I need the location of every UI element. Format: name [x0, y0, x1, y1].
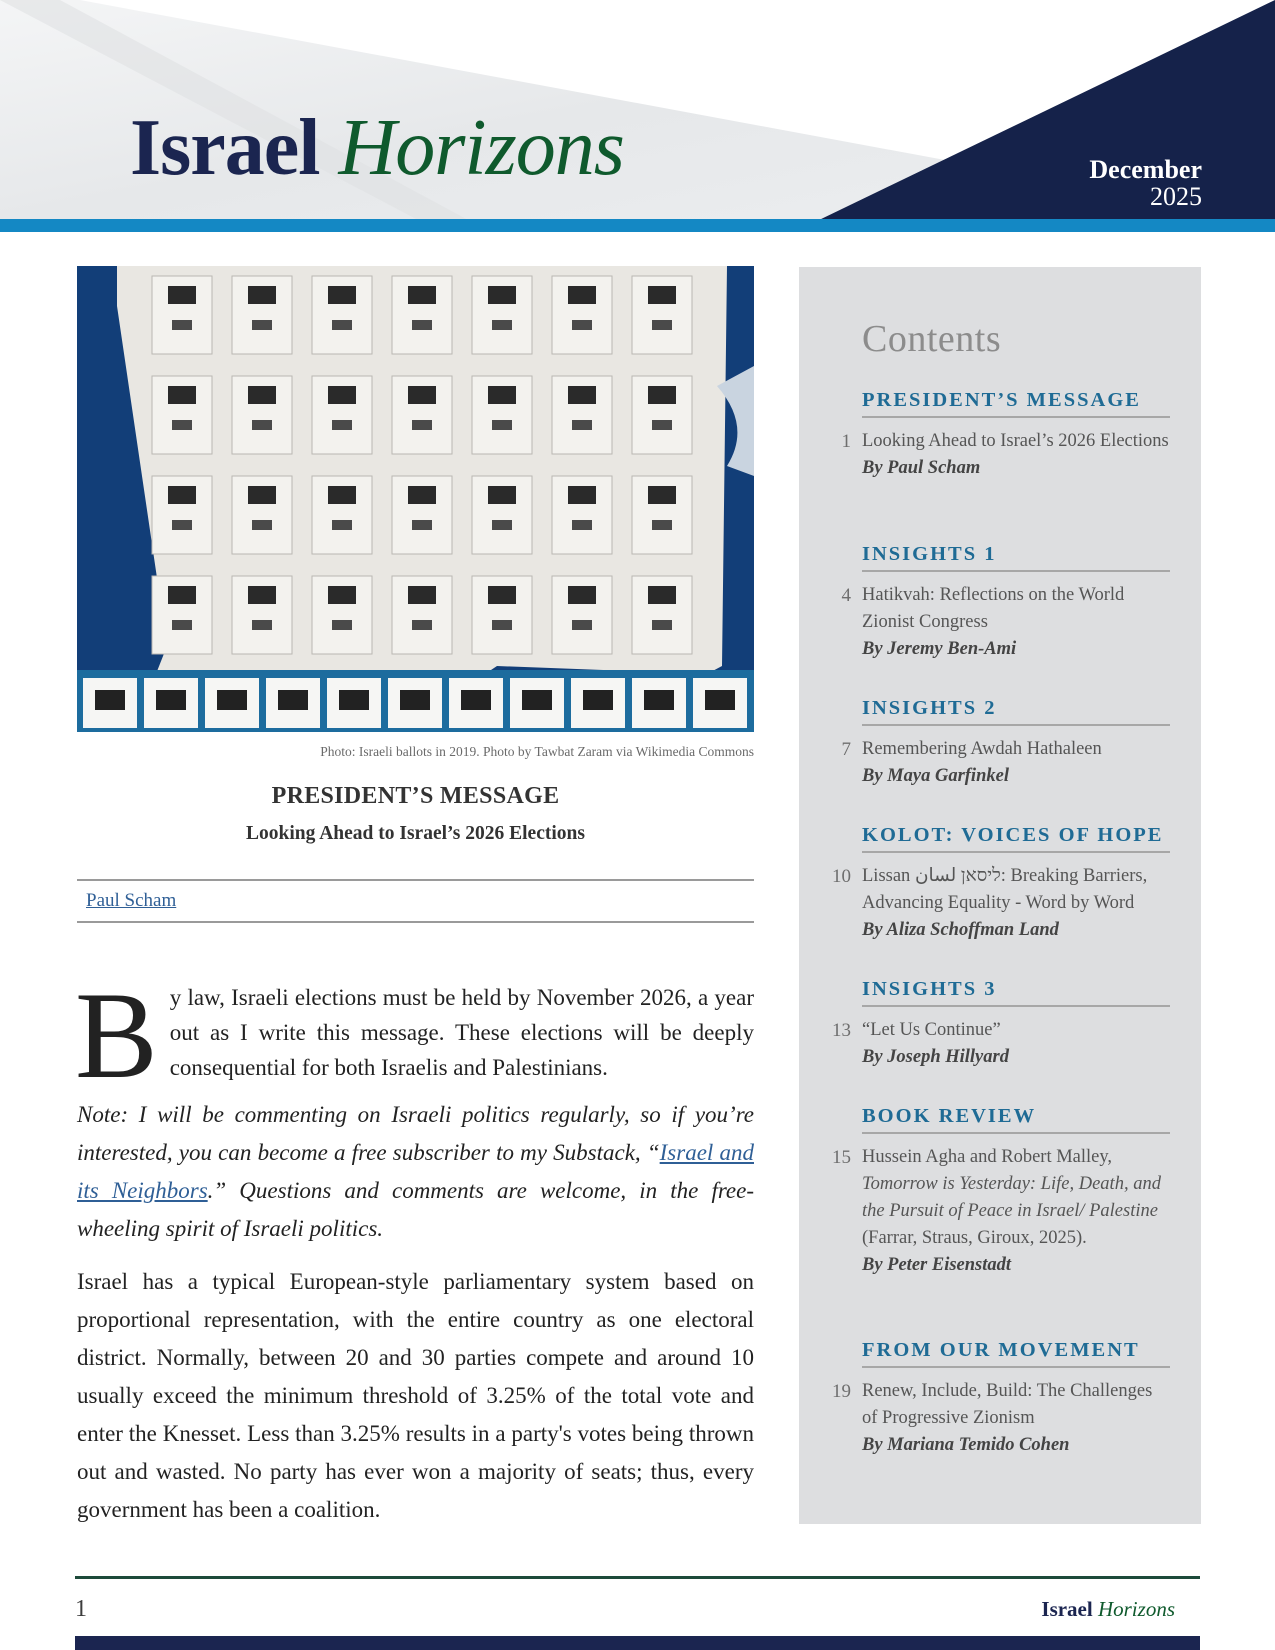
ballot-arabic-letters	[492, 520, 512, 530]
ballot-tray	[83, 678, 747, 728]
footer-brand	[1041, 1597, 1175, 1622]
drop-cap: B	[75, 967, 158, 1104]
ballot-letters	[408, 286, 436, 304]
ballot-arabic-letters	[252, 320, 272, 330]
note-text-before: Note: I will be commenting on Israeli politics regularly, so if you’re interested, you can become a free subscriber to my Substack, “	[77, 1102, 754, 1165]
ballot-arabic-letters	[572, 420, 592, 430]
toc-page-number: 7	[841, 739, 851, 760]
footer-brand-israel: Israel	[1041, 1597, 1093, 1621]
toc-section-label: BOOK REVIEW	[862, 1105, 1170, 1134]
toc-page-number: 10	[832, 866, 851, 887]
ballot-arabic-letters	[412, 320, 432, 330]
ballot-slip-letters	[461, 690, 491, 710]
toc-section-insights-1	[841, 543, 1170, 663]
toc-entry-byline: By Peter Eisenstadt	[862, 1255, 1012, 1275]
toc-entry[interactable]	[841, 428, 1170, 482]
toc-section-label: KOLOT: VOICES OF HOPE	[862, 824, 1170, 853]
ballot-letters	[248, 486, 276, 504]
ballot-arabic-letters	[172, 620, 192, 630]
ballot-arabic-letters	[652, 620, 672, 630]
ballot-arabic-letters	[332, 420, 352, 430]
article-title: Looking Ahead to Israel’s 2026 Elections	[246, 823, 585, 844]
book-title: Tomorrow is Yesterday: Life, Death, and the Pursuit of Peace in Israel/ Palestine	[862, 1174, 1161, 1221]
ballot-arabic-letters	[572, 520, 592, 530]
toc-entry[interactable]	[841, 736, 1170, 790]
contents-sidebar	[799, 267, 1201, 1524]
toc-entry-byline: By Maya Garfinkel	[862, 766, 1009, 786]
toc-entry[interactable]	[832, 863, 1170, 944]
toc-page-number: 13	[832, 1020, 851, 1041]
footer-divider	[75, 1576, 1200, 1579]
toc-entry-title: Renew, Include, Build: The Challenges of Progressive Zionism	[862, 1381, 1153, 1428]
ballot-arabic-letters	[572, 620, 592, 630]
toc-section-label: INSIGHTS 1	[862, 543, 1170, 572]
ballot-letters	[568, 486, 596, 504]
toc-page-number: 4	[841, 585, 851, 606]
toc-entry-title: Hatikvah: Reflections on the World Zionist Congress	[862, 585, 1125, 632]
title-israel: Israel	[130, 104, 320, 192]
author-box	[77, 879, 754, 923]
toc-entry-title	[862, 1144, 1170, 1252]
ballot-letters	[248, 386, 276, 404]
contents-heading: Contents	[862, 318, 1002, 360]
ballot-arabic-letters	[252, 520, 272, 530]
ballot-letters	[328, 286, 356, 304]
toc-section-insights-2	[841, 697, 1170, 790]
toc-entry[interactable]	[841, 582, 1170, 663]
ballot-letters	[568, 386, 596, 404]
toc-section-label: INSIGHTS 2	[862, 697, 1170, 726]
ballot-letters	[328, 486, 356, 504]
toc-entry-title: Looking Ahead to Israel’s 2026 Elections	[862, 431, 1169, 451]
article-note-paragraph	[77, 1096, 754, 1248]
toc-entry[interactable]	[832, 1017, 1170, 1071]
ballot-slip-letters	[339, 690, 369, 710]
ballot-letters	[248, 286, 276, 304]
author-link[interactable]: Paul Scham	[86, 890, 177, 911]
article-paragraph-3: Israel has a typical European-style parliamentary system based on proportional representation, with the entire country as one electoral district. Normally, between 20 and 30 parties compete and around 10 usually exceed the minimum threshold of 3.25% of the total vote and enter the Knesset. Less than 3.25% results in a party's votes being thrown out and wasted. No party has ever won a majority of seats; thus, every government has been a coalition.	[77, 1269, 754, 1522]
ballot-arabic-letters	[492, 320, 512, 330]
ballot-arabic-letters	[652, 420, 672, 430]
toc-entry[interactable]	[832, 1144, 1170, 1279]
ballot-letters	[488, 586, 516, 604]
publication-title	[130, 104, 624, 192]
toc-entry-byline: By Mariana Temido Cohen	[862, 1435, 1070, 1455]
ballot-arabic-letters	[252, 420, 272, 430]
ballot-arabic-letters	[412, 520, 432, 530]
ballot-arabic-letters	[172, 420, 192, 430]
toc-entry-title: “Let Us Continue”	[862, 1020, 1001, 1040]
toc-section-from-our-movement	[832, 1339, 1170, 1459]
toc-section-book-review	[832, 1105, 1170, 1279]
ballot-arabic-letters	[652, 520, 672, 530]
ballot-arabic-letters	[492, 620, 512, 630]
article-paragraph-1	[75, 967, 754, 1104]
ballot-letters	[168, 386, 196, 404]
ballot-letters	[248, 586, 276, 604]
ballot-letters	[648, 386, 676, 404]
toc-section-label: INSIGHTS 3	[862, 978, 1170, 1007]
ballot-slip-letters	[705, 690, 735, 710]
paragraph-1-text: y law, Israeli elections must be held by November 2026, a year out as I write this message. These elections will be deeply consequential for both Israelis and Palestinians.	[169, 985, 754, 1080]
issue-date	[1089, 156, 1202, 210]
ballot-letters	[328, 386, 356, 404]
toc-section-label: FROM OUR MOVEMENT	[862, 1339, 1170, 1368]
toc-page-number: 15	[832, 1147, 851, 1168]
note-text-after: .” Questions and comments are welcome, in the free-wheeling spirit of Israeli politics.	[77, 1178, 755, 1241]
ballot-arabic-letters	[332, 620, 352, 630]
ballot-arabic-letters	[412, 620, 432, 630]
ballot-slip-letters	[278, 690, 308, 710]
toc-page-number: 1	[841, 431, 851, 452]
book-publisher: (Farrar, Straus, Giroux, 2025).	[862, 1228, 1087, 1248]
ballots-illustration	[77, 266, 754, 732]
article-section-title: PRESIDENT’S MESSAGE	[271, 783, 560, 809]
ballot-arabic-letters	[652, 320, 672, 330]
ballot-arabic-letters	[492, 420, 512, 430]
toc-page-number: 19	[832, 1381, 851, 1402]
ballot-letters	[488, 286, 516, 304]
ballot-letters	[648, 286, 676, 304]
toc-entry-byline: By Paul Scham	[862, 458, 981, 478]
toc-entry-title: Lissan ליסאן لسان: Breaking Barriers, Advancing Equality - Word by Word	[862, 866, 1148, 913]
ballot-letters	[168, 286, 196, 304]
ballot-arabic-letters	[412, 420, 432, 430]
ballot-letters	[488, 486, 516, 504]
ballot-letters	[568, 586, 596, 604]
ballot-slip-letters	[522, 690, 552, 710]
ballot-letters	[168, 586, 196, 604]
ballot-letters	[168, 486, 196, 504]
ballot-letters	[328, 586, 356, 604]
masthead-banner	[0, 0, 1275, 232]
ballot-slip-letters	[95, 690, 125, 710]
ballot-arabic-letters	[172, 320, 192, 330]
ballot-slip-letters	[644, 690, 674, 710]
ballot-slip-letters	[156, 690, 186, 710]
ballot-letters	[648, 586, 676, 604]
book-authors: Hussein Agha and Robert Malley,	[862, 1147, 1113, 1167]
photo-caption: Photo: Israeli ballots in 2019. Photo by Tawbat Zaram via Wikimedia Commons	[320, 744, 754, 759]
toc-entry-byline: By Jeremy Ben-Ami	[862, 639, 1017, 659]
ballot-letters	[488, 386, 516, 404]
toc-section-presidents-message	[841, 389, 1170, 482]
footer-page-number: 1	[75, 1596, 87, 1622]
ballot-slip-letters	[400, 690, 430, 710]
ballot-slip-letters	[217, 690, 247, 710]
footer-bar	[75, 1636, 1200, 1650]
ballot-arabic-letters	[572, 320, 592, 330]
ballot-slip-letters	[583, 690, 613, 710]
ballot-arabic-letters	[252, 620, 272, 630]
footer-brand-horizons: Horizons	[1097, 1597, 1175, 1621]
toc-entry[interactable]	[832, 1378, 1170, 1459]
toc-entry-byline: By Aliza Schoffman Land	[862, 920, 1059, 940]
title-horizons: Horizons	[338, 104, 624, 192]
toc-entry-title: Remembering Awdah Hathaleen	[862, 739, 1102, 759]
toc-section-label: PRESIDENT’S MESSAGE	[862, 389, 1170, 418]
ballot-arabic-letters	[172, 520, 192, 530]
ballot-letters	[408, 386, 436, 404]
ballot-letters	[408, 486, 436, 504]
ballot-arabic-letters	[332, 520, 352, 530]
toc-section-insights-3	[832, 978, 1170, 1071]
ballot-letters	[648, 486, 676, 504]
ballot-letters	[568, 286, 596, 304]
ballot-arabic-letters	[332, 320, 352, 330]
toc-section-kolot	[832, 824, 1170, 944]
substack-link[interactable]: Israel and its Neighbors	[77, 1140, 754, 1203]
issue-year: 2025	[1150, 182, 1202, 211]
toc-entry-byline: By Joseph Hillyard	[862, 1047, 1009, 1067]
ballots-photo	[77, 266, 754, 732]
ballot-letters	[408, 586, 436, 604]
issue-month: December	[1089, 155, 1202, 184]
